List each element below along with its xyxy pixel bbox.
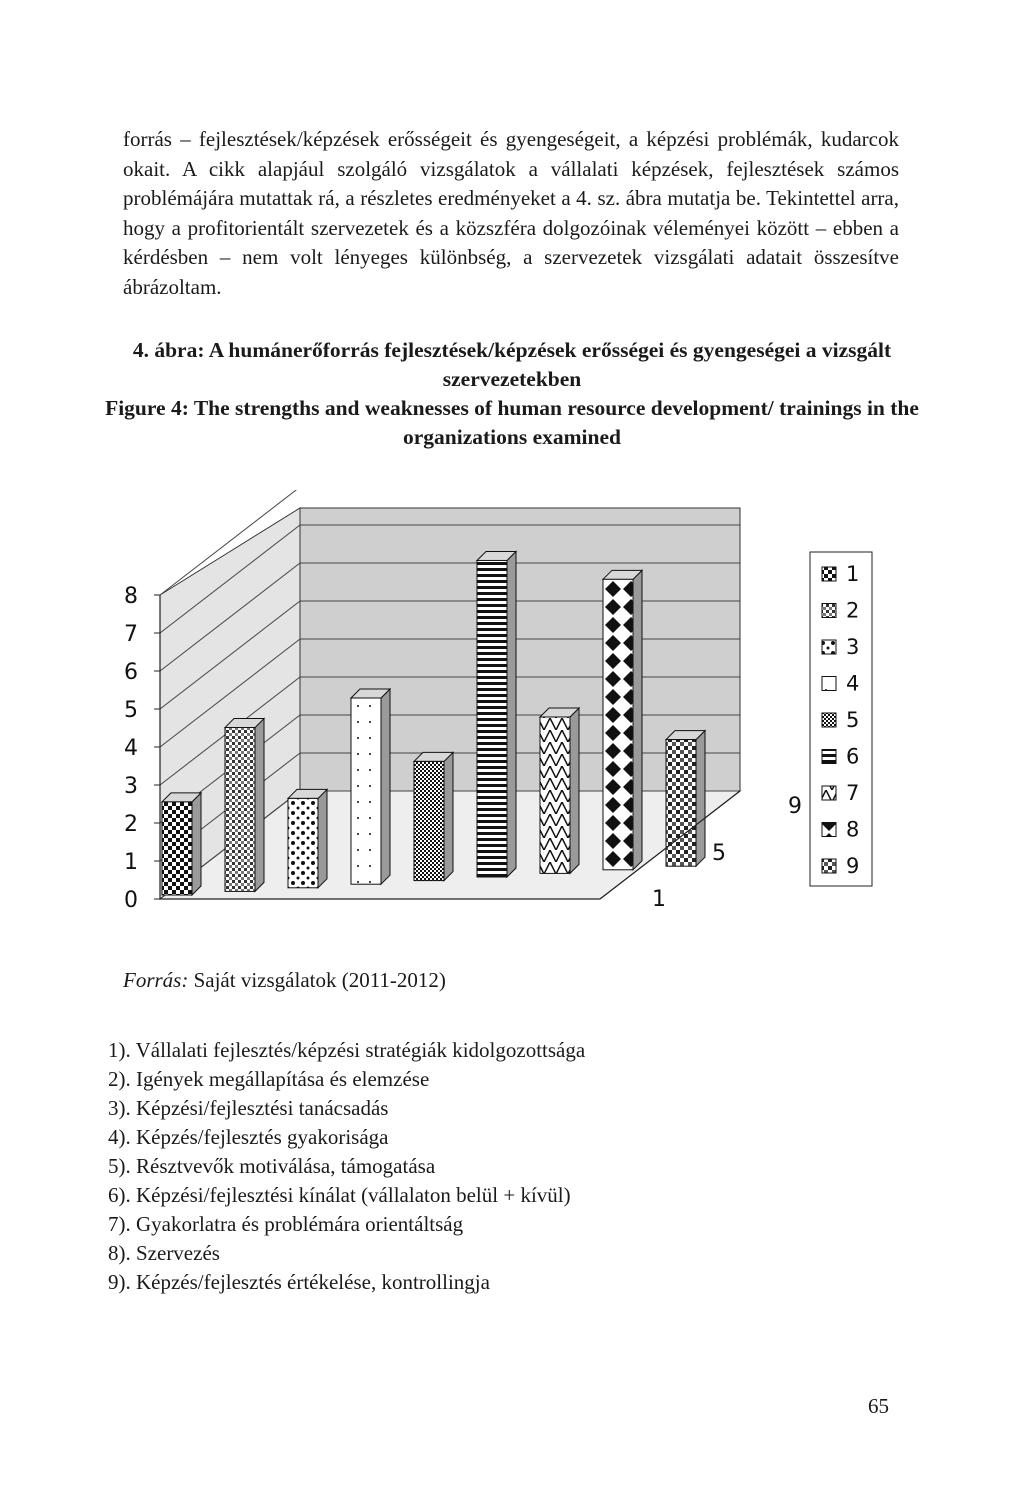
category-item: 9). Képzés/fejlesztés értékelése, kontrollingja: [108, 1270, 490, 1294]
bar-face: [414, 761, 444, 880]
y-tick-label: 4: [124, 736, 138, 761]
source-label: Forrás:: [123, 968, 189, 992]
bar-7: [540, 708, 579, 873]
bar-face: [666, 740, 696, 867]
legend-label: 6: [846, 744, 860, 769]
legend-swatch: [822, 604, 836, 618]
y-tick-label: 1: [124, 850, 138, 875]
legend-box: [810, 552, 872, 886]
bar-face: [477, 560, 507, 877]
bar-chart-3d: [100, 490, 890, 930]
y-tick-label: 3: [124, 774, 138, 799]
bar-4: [351, 689, 390, 884]
legend-label: 3: [846, 635, 860, 659]
legend-label: 5: [846, 708, 860, 732]
depth-tick-label: 9: [788, 794, 802, 819]
legend-swatch: [822, 567, 836, 581]
bar-side: [255, 719, 264, 892]
bar-side: [507, 551, 516, 877]
depth-tick-label: 5: [712, 841, 726, 866]
legend-swatch: [822, 640, 836, 654]
bar-side: [318, 789, 327, 887]
bar-side: [444, 752, 453, 880]
legend-swatch: [822, 750, 836, 764]
category-item: 2). Igények megállapítása és elemzése: [108, 1067, 430, 1091]
category-item: 6). Képzési/fejlesztési kínálat (vállalaton belül + kívül): [108, 1183, 571, 1207]
page-number: 65: [868, 1394, 889, 1418]
bar-face: [225, 728, 255, 892]
bar-2: [225, 719, 264, 892]
figure-caption-hungarian: 4. ábra: A humánerőforrás fejlesztések/képzések erősségei és gyengeségei a vizsgált szervezetekben: [132, 338, 892, 391]
chart-legend: [810, 552, 872, 886]
y-tick-label: 0: [124, 888, 138, 913]
y-tick-label: 2: [124, 812, 138, 837]
legend-swatch: [822, 786, 836, 800]
legend-label: 1: [846, 562, 860, 586]
bar-1: [162, 793, 201, 895]
legend-swatch: [822, 677, 836, 691]
bar-face: [351, 698, 381, 884]
intro-paragraph: forrás – fejlesztések/képzések erősségeit és gyengeségeit, a képzési problémák, kudarcok okait. A cikk alapjául szolgáló vizsgálatok a vállalati képzések, fejlesztések számos problémájára mutattak rá, a részletes eredményeket a 4. sz. ábra mutatja be. Tekintettel arra, hogy a profitorientált szervezetek és a közszféra dolgozóinak véleményei között – ebben a kérdésben – nem volt lényeges különbség, a szervezetek vizsgálati adatait összesítve ábrázoltam.: [123, 127, 899, 299]
legend-swatch: [822, 713, 836, 727]
bar-face: [603, 579, 633, 869]
legend-label: 4: [846, 671, 860, 696]
bar-side: [570, 708, 579, 873]
bar-side: [381, 689, 390, 884]
category-item: 5). Résztvevők motiválása, támogatása: [108, 1154, 436, 1178]
category-legend-list: [108, 1036, 585, 1297]
legend-label: 8: [846, 817, 860, 842]
bar-side: [192, 793, 201, 895]
category-item: 8). Szervezés: [108, 1241, 220, 1265]
figure-source: [123, 968, 446, 993]
bar-face: [540, 717, 570, 873]
legend-swatch: [822, 823, 836, 837]
category-item: 3). Képzési/fejlesztési tanácsadás: [108, 1096, 389, 1120]
y-tick-label: 7: [124, 622, 138, 647]
bar-5: [414, 752, 453, 880]
y-tick-label: 6: [124, 660, 138, 685]
bar-face: [288, 798, 318, 887]
bar-face: [162, 802, 192, 895]
legend-label: 9: [846, 854, 860, 878]
bar-8: [603, 570, 642, 869]
category-item: 1). Vállalati fejlesztés/képzési stratégiák kidolgozottsága: [108, 1038, 586, 1062]
source-text: Saját vizsgálatok (2011-2012): [188, 968, 446, 992]
bar-6: [477, 551, 516, 877]
y-tick-label: 8: [124, 584, 138, 609]
category-item: 7). Gyakorlatra és problémára orientáltság: [108, 1212, 464, 1236]
bar-9: [666, 731, 705, 867]
bar-3: [288, 789, 327, 887]
depth-tick-label: 1: [652, 887, 666, 912]
legend-swatch: [822, 859, 836, 873]
figure-caption-english: Figure 4: The strengths and weaknesses of human resource development/ trainings in the organizations examined: [105, 396, 919, 449]
bar-side: [633, 570, 642, 869]
legend-label: 7: [846, 781, 860, 805]
bar-side: [696, 731, 705, 867]
y-tick-label: 5: [124, 698, 138, 723]
category-item: 4). Képzés/fejlesztés gyakorisága: [108, 1125, 389, 1149]
legend-label: 2: [846, 598, 860, 623]
